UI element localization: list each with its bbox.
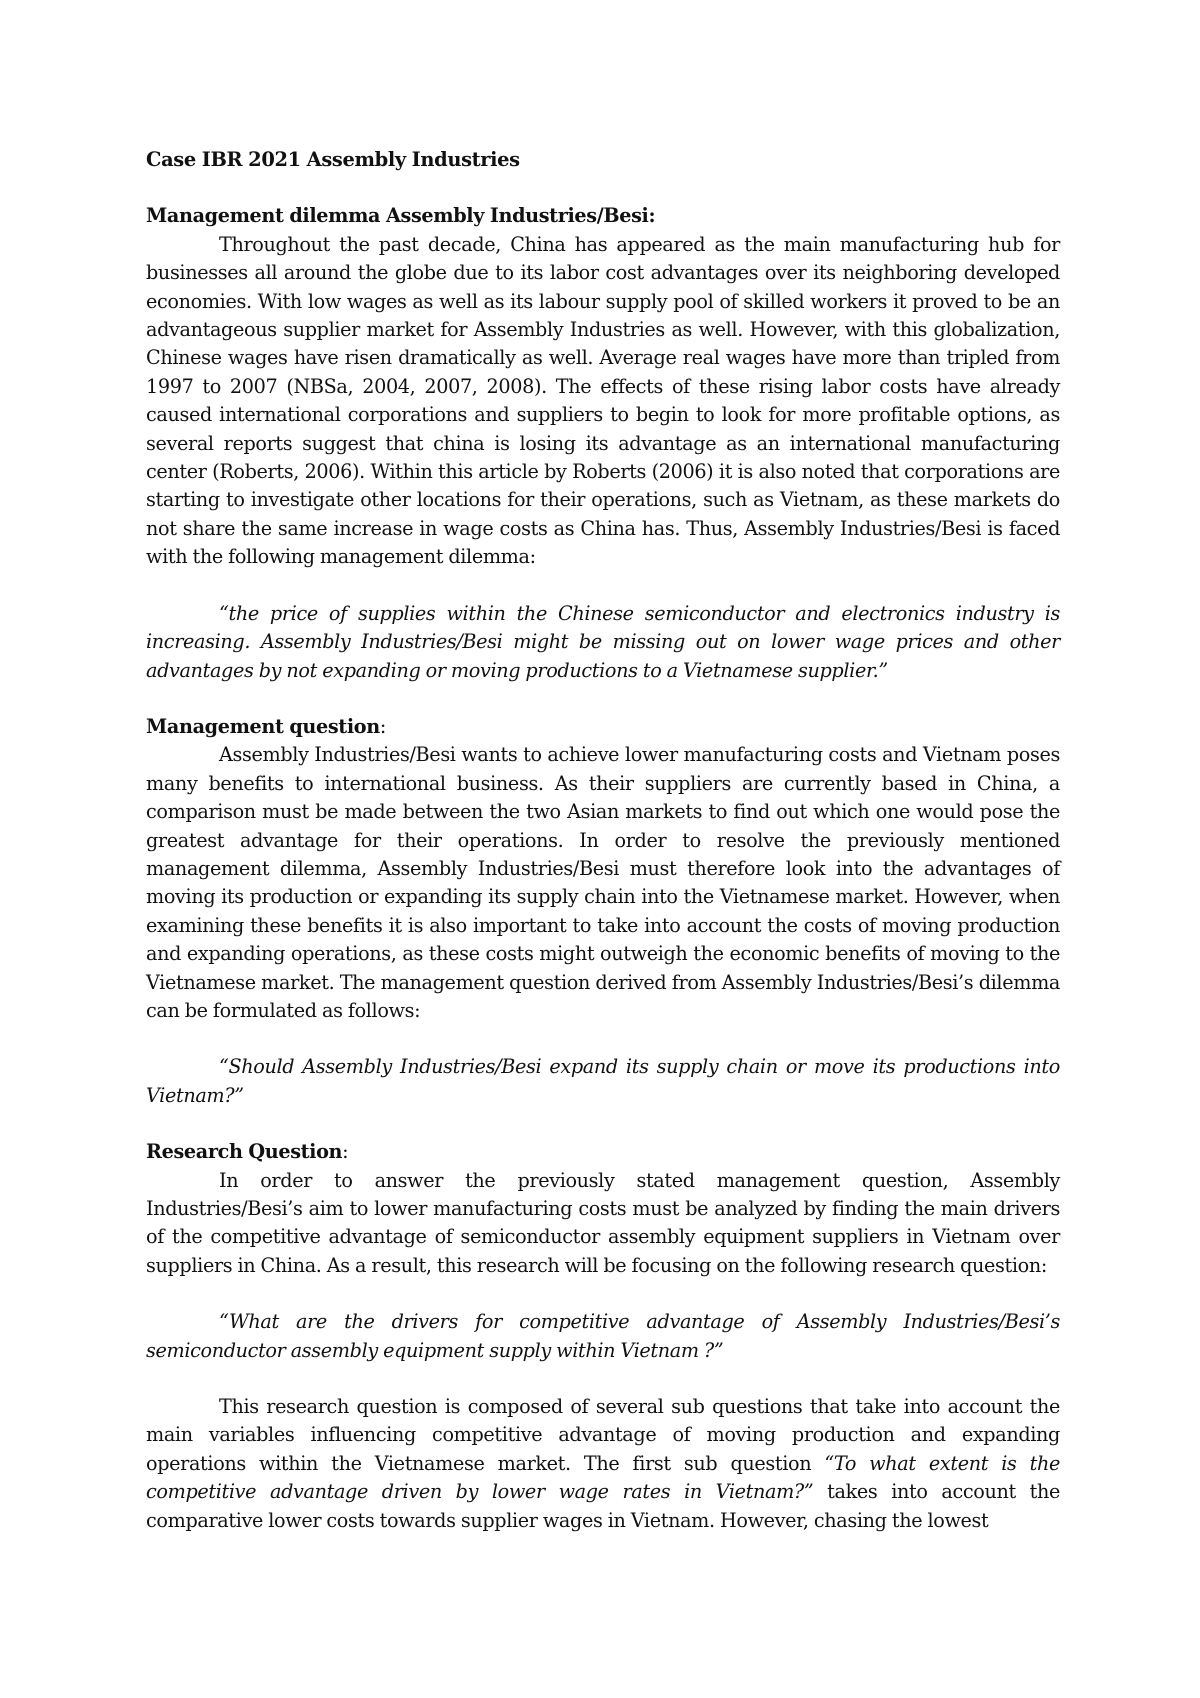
sub-question-text-2: takes into account the comparative lower costs towards supplier wages in Vietnam. However, chasing the lowest — [146, 1480, 1061, 1532]
dilemma-paragraph: Throughout the past decade, China has appeared as the main manufacturing hub for businesses all around the globe due to its labor cost advantages over its neighboring developed economies. With low wages as well as its labour supply pool of skilled workers it proved to be an advantageous supplier market for Assembly Industries as well. However, with this globalization, Chinese wages have risen dramatically as well. Average real wages have more than tripled from 1997 to 2007 (NBSa, 2004, 2007, 2008). The effects of these rising labor costs have already caused international corporations and suppliers to begin to look for more profitable options, as several reports suggest that china is losing its advantage as an international manufacturing center (Roberts, 2006). Within this article by Roberts (2006) it is also noted that corporations are starting to investigate other locations for their operations, such as Vietnam, as these markets do not share the same increase in wage costs as China has. Thus, Assembly Industries/Besi is faced with the following management dilemma: — [146, 232, 1060, 569]
management-question-heading-text: Management question — [146, 714, 380, 738]
management-question-heading — [146, 713, 1060, 741]
document-body — [146, 146, 1060, 1535]
sub-question-text-1: This research question is composed of several sub questions that take into account the main variables influencing competitive advantage of moving production and expanding operations within the Vietnamese market. The first sub question — [146, 1395, 1060, 1475]
management-question-paragraph: Assembly Industries/Besi wants to achieve lower manufacturing costs and Vietnam poses many benefits to international business. As their suppliers are currently based in China, a comparison must be made between the two Asian markets to find out which one would pose the greatest advantage for their operations. In order to resolve the previously mentioned management dilemma, Assembly Industries/Besi must therefore look into the advantages of moving its production or expanding its supply chain into the Vietnamese market. However, when examining these benefits it is also important to take into account the costs of moving production and expanding operations, as these costs might outweigh the economic benefits of moving to the Vietnamese market. The management question derived from Assembly Industries/Besi’s dilemma can be formulated as follows: — [146, 743, 1060, 1022]
dilemma-heading: Management dilemma Assembly Industries/Besi: — [146, 204, 656, 228]
research-question-heading-text: Research Question — [146, 1140, 343, 1164]
research-question-heading — [146, 1138, 1060, 1166]
research-question-paragraph: In order to answer the previously stated management question, Assembly Industries/Besi’s aim to lower manufacturing costs must be analyzed by finding the main drivers of the competitive advantage of semiconductor assembly equipment suppliers in Vietnam over suppliers in China. As a result, this research will be focusing on the following research question: — [146, 1168, 1060, 1277]
document-title: Case IBR 2021 Assembly Industries — [146, 148, 520, 171]
sub-question-paragraph — [146, 1393, 1060, 1535]
management-question-heading-colon: : — [379, 714, 386, 738]
dilemma-quote: “the price of supplies within the Chinese semiconductor and electronics industry is increasing. Assembly Industries/Besi might be missing out on lower wage prices and other advantages by not expanding or moving productions to a Vietnamese supplier.” — [146, 601, 1060, 682]
research-question-quote: “What are the drivers for competitive advantage of Assembly Industries/Besi’s semiconductor assembly equipment supply within Vietnam ?” — [146, 1310, 1060, 1362]
sub-question-quote: “To what extent is the competitive advantage driven by lower wage rates in Vietnam?” — [146, 1451, 1061, 1504]
management-question-quote: “Should Assembly Industries/Besi expand its supply chain or move its productions into Vietnam?” — [146, 1055, 1060, 1107]
research-question-heading-colon: : — [342, 1140, 349, 1164]
